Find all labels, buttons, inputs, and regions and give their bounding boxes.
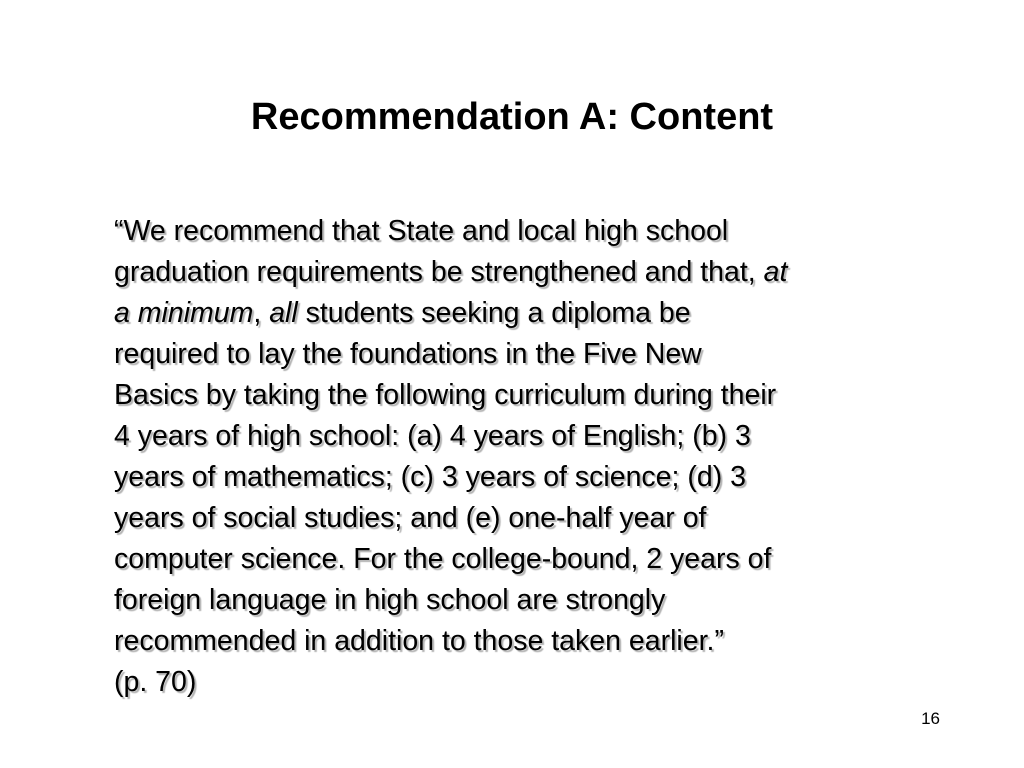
quote-line: foreign language in high school are strongly bbox=[114, 584, 666, 616]
quote-line: 4 years of high school: (a) 4 years of English; (b) 3 bbox=[114, 420, 751, 452]
quote-emphasis: all bbox=[269, 297, 298, 329]
slide-title: Recommendation A: Content bbox=[250, 96, 774, 138]
quote-emphasis: a minimum bbox=[114, 297, 254, 329]
quote-text: , bbox=[253, 297, 270, 329]
quote-line: years of mathematics; (c) 3 years of science; (d) 3 bbox=[114, 461, 746, 493]
quote-emphasis: at bbox=[763, 256, 788, 288]
quote-text: students seeking a diploma be bbox=[297, 297, 691, 329]
quote-line: years of social studies; and (e) one-half year of bbox=[114, 502, 707, 534]
quote-line: required to lay the foundations in the Five New bbox=[114, 338, 702, 370]
quote-line: Basics by taking the following curriculum during their bbox=[114, 379, 777, 411]
quote-line: computer science. For the college-bound, 2 years of bbox=[114, 543, 772, 575]
quote-line: recommended in addition to those taken earlier.” bbox=[114, 625, 724, 657]
quote-line bbox=[114, 293, 934, 334]
citation: (p. 70) bbox=[114, 666, 197, 698]
page-number: 16 bbox=[921, 709, 940, 728]
quote-text: graduation requirements be strengthened and that, bbox=[114, 256, 764, 288]
quote-block bbox=[114, 211, 934, 703]
quote-line: “We recommend that State and local high school bbox=[114, 215, 729, 247]
quote-line bbox=[114, 252, 934, 293]
